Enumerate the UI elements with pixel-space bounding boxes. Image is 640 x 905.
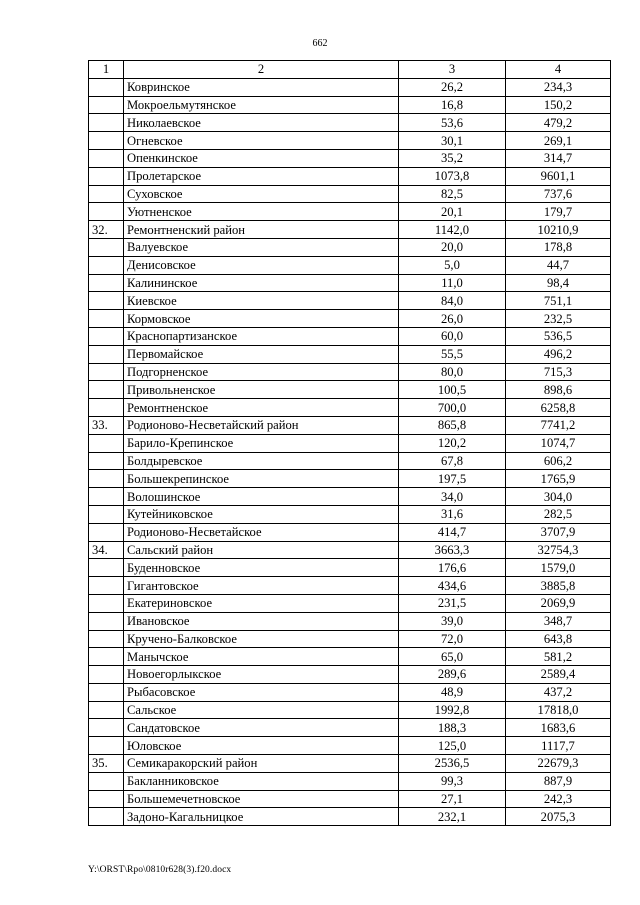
row-number-cell [89, 203, 124, 221]
row-number-cell [89, 345, 124, 363]
name-cell: Подгорненское [124, 363, 399, 381]
value-col4-cell: 179,7 [506, 203, 611, 221]
table-row [89, 238, 611, 256]
row-number-cell [89, 559, 124, 577]
name-cell: Рыбасовское [124, 683, 399, 701]
value-col3-cell: 80,0 [399, 363, 506, 381]
row-number-cell [89, 683, 124, 701]
value-col3-cell: 3663,3 [399, 541, 506, 559]
name-cell: Большекрепинское [124, 470, 399, 488]
value-col4-cell: 1765,9 [506, 470, 611, 488]
value-col3-cell: 100,5 [399, 381, 506, 399]
table-row [89, 256, 611, 274]
table-row [89, 737, 611, 755]
value-col3-cell: 5,0 [399, 256, 506, 274]
value-col3-cell: 197,5 [399, 470, 506, 488]
name-cell: Задоно-Кагальницкое [124, 808, 399, 826]
name-cell: Семикаракорский район [124, 755, 399, 773]
row-number-cell [89, 132, 124, 150]
row-number-cell [89, 452, 124, 470]
value-col4-cell: 150,2 [506, 96, 611, 114]
value-col4-cell: 7741,2 [506, 416, 611, 434]
table-row [89, 701, 611, 719]
table-header-row [89, 61, 611, 79]
value-col4-cell: 242,3 [506, 790, 611, 808]
table-row [89, 185, 611, 203]
name-cell: Манычское [124, 648, 399, 666]
column-header-1: 1 [89, 61, 124, 79]
table-row [89, 612, 611, 630]
value-col3-cell: 39,0 [399, 612, 506, 630]
table-row [89, 683, 611, 701]
value-col3-cell: 67,8 [399, 452, 506, 470]
row-number-cell [89, 310, 124, 328]
row-number-cell [89, 256, 124, 274]
name-cell: Мокроельмутянское [124, 96, 399, 114]
value-col4-cell: 232,5 [506, 310, 611, 328]
name-cell: Бакланниковское [124, 772, 399, 790]
table-row [89, 648, 611, 666]
name-cell: Суховское [124, 185, 399, 203]
value-col4-cell: 437,2 [506, 683, 611, 701]
value-col3-cell: 65,0 [399, 648, 506, 666]
name-cell: Николаевское [124, 114, 399, 132]
row-number-cell [89, 808, 124, 826]
value-col4-cell: 581,2 [506, 648, 611, 666]
table-row [89, 78, 611, 96]
row-number-cell [89, 737, 124, 755]
name-cell: Ремонтненское [124, 399, 399, 417]
table-row [89, 790, 611, 808]
name-cell: Болдыревское [124, 452, 399, 470]
value-col3-cell: 11,0 [399, 274, 506, 292]
data-table [88, 60, 611, 826]
table-row [89, 345, 611, 363]
row-number-cell [89, 292, 124, 310]
name-cell: Кормовское [124, 310, 399, 328]
table-row [89, 470, 611, 488]
column-header-2: 2 [124, 61, 399, 79]
value-col4-cell: 314,7 [506, 149, 611, 167]
value-col3-cell: 34,0 [399, 488, 506, 506]
table-row [89, 96, 611, 114]
value-col4-cell: 496,2 [506, 345, 611, 363]
name-cell: Родионово-Несветайский район [124, 416, 399, 434]
name-cell: Ремонтненский район [124, 221, 399, 239]
value-col4-cell: 348,7 [506, 612, 611, 630]
value-col3-cell: 84,0 [399, 292, 506, 310]
row-number-cell [89, 434, 124, 452]
value-col3-cell: 176,6 [399, 559, 506, 577]
value-col3-cell: 865,8 [399, 416, 506, 434]
row-number-cell [89, 399, 124, 417]
value-col3-cell: 35,2 [399, 149, 506, 167]
value-col4-cell: 3885,8 [506, 577, 611, 595]
name-cell: Кручено-Балковское [124, 630, 399, 648]
table-row [89, 630, 611, 648]
row-number-cell [89, 772, 124, 790]
value-col4-cell: 2589,4 [506, 666, 611, 684]
value-col4-cell: 22679,3 [506, 755, 611, 773]
value-col4-cell: 10210,9 [506, 221, 611, 239]
value-col3-cell: 20,0 [399, 238, 506, 256]
name-cell: Кутейниковское [124, 505, 399, 523]
name-cell: Ковринское [124, 78, 399, 96]
row-number-cell [89, 96, 124, 114]
row-number-cell: 35. [89, 755, 124, 773]
value-col4-cell: 234,3 [506, 78, 611, 96]
table-row [89, 203, 611, 221]
row-number-cell [89, 78, 124, 96]
value-col4-cell: 737,6 [506, 185, 611, 203]
row-number-cell [89, 149, 124, 167]
value-col3-cell: 1073,8 [399, 167, 506, 185]
table-row [89, 523, 611, 541]
value-col4-cell: 887,9 [506, 772, 611, 790]
value-col3-cell: 700,0 [399, 399, 506, 417]
row-number-cell [89, 505, 124, 523]
value-col4-cell: 2069,9 [506, 594, 611, 612]
value-col4-cell: 282,5 [506, 505, 611, 523]
table-row [89, 221, 611, 239]
value-col4-cell: 1074,7 [506, 434, 611, 452]
value-col4-cell: 32754,3 [506, 541, 611, 559]
name-cell: Киевское [124, 292, 399, 310]
value-col3-cell: 125,0 [399, 737, 506, 755]
name-cell: Пролетарское [124, 167, 399, 185]
value-col3-cell: 53,6 [399, 114, 506, 132]
value-col3-cell: 82,5 [399, 185, 506, 203]
file-path-footer: Y:\ORST\Rpo\0810r628(3).f20.docx [88, 865, 232, 875]
row-number-cell [89, 327, 124, 345]
table-row [89, 292, 611, 310]
row-number-cell [89, 114, 124, 132]
name-cell: Денисовское [124, 256, 399, 274]
value-col3-cell: 2536,5 [399, 755, 506, 773]
name-cell: Опенкинское [124, 149, 399, 167]
value-col4-cell: 9601,1 [506, 167, 611, 185]
value-col3-cell: 1142,0 [399, 221, 506, 239]
row-number-cell [89, 594, 124, 612]
value-col4-cell: 269,1 [506, 132, 611, 150]
value-col4-cell: 643,8 [506, 630, 611, 648]
table-row [89, 559, 611, 577]
name-cell: Калининское [124, 274, 399, 292]
name-cell: Валуевское [124, 238, 399, 256]
name-cell: Новоегорлыкское [124, 666, 399, 684]
name-cell: Родионово-Несветайское [124, 523, 399, 541]
row-number-cell: 33. [89, 416, 124, 434]
row-number-cell [89, 185, 124, 203]
row-number-cell: 32. [89, 221, 124, 239]
value-col3-cell: 26,0 [399, 310, 506, 328]
table-row [89, 167, 611, 185]
name-cell: Гигантовское [124, 577, 399, 595]
table-row [89, 755, 611, 773]
name-cell: Уютненское [124, 203, 399, 221]
value-col4-cell: 1117,7 [506, 737, 611, 755]
row-number-cell [89, 612, 124, 630]
value-col4-cell: 2075,3 [506, 808, 611, 826]
value-col4-cell: 536,5 [506, 327, 611, 345]
row-number-cell [89, 630, 124, 648]
value-col3-cell: 188,3 [399, 719, 506, 737]
value-col4-cell: 898,6 [506, 381, 611, 399]
row-number-cell [89, 167, 124, 185]
value-col3-cell: 72,0 [399, 630, 506, 648]
table-row [89, 488, 611, 506]
value-col3-cell: 289,6 [399, 666, 506, 684]
page-number: 662 [312, 38, 328, 49]
table-row [89, 132, 611, 150]
name-cell: Большемечетновское [124, 790, 399, 808]
value-col3-cell: 1992,8 [399, 701, 506, 719]
value-col4-cell: 479,2 [506, 114, 611, 132]
table-row [89, 434, 611, 452]
name-cell: Буденновское [124, 559, 399, 577]
row-number-cell [89, 666, 124, 684]
value-col3-cell: 434,6 [399, 577, 506, 595]
name-cell: Сальское [124, 701, 399, 719]
column-header-3: 3 [399, 61, 506, 79]
value-col3-cell: 27,1 [399, 790, 506, 808]
value-col3-cell: 60,0 [399, 327, 506, 345]
row-number-cell [89, 381, 124, 399]
value-col4-cell: 44,7 [506, 256, 611, 274]
value-col3-cell: 48,9 [399, 683, 506, 701]
column-header-4: 4 [506, 61, 611, 79]
name-cell: Екатериновское [124, 594, 399, 612]
table-row [89, 363, 611, 381]
value-col4-cell: 751,1 [506, 292, 611, 310]
table-row [89, 399, 611, 417]
table-row [89, 416, 611, 434]
row-number-cell [89, 577, 124, 595]
table-row [89, 452, 611, 470]
value-col3-cell: 26,2 [399, 78, 506, 96]
table-row [89, 274, 611, 292]
value-col4-cell: 304,0 [506, 488, 611, 506]
value-col3-cell: 20,1 [399, 203, 506, 221]
value-col4-cell: 1579,0 [506, 559, 611, 577]
name-cell: Барило-Крепинское [124, 434, 399, 452]
value-col4-cell: 17818,0 [506, 701, 611, 719]
name-cell: Сандатовское [124, 719, 399, 737]
value-col4-cell: 178,8 [506, 238, 611, 256]
value-col4-cell: 715,3 [506, 363, 611, 381]
row-number-cell [89, 238, 124, 256]
row-number-cell: 34. [89, 541, 124, 559]
value-col3-cell: 16,8 [399, 96, 506, 114]
value-col4-cell: 606,2 [506, 452, 611, 470]
row-number-cell [89, 274, 124, 292]
table-row [89, 149, 611, 167]
table-row [89, 772, 611, 790]
value-col4-cell: 98,4 [506, 274, 611, 292]
table-row [89, 594, 611, 612]
table-row [89, 114, 611, 132]
table-row [89, 327, 611, 345]
name-cell: Ивановское [124, 612, 399, 630]
value-col4-cell: 6258,8 [506, 399, 611, 417]
row-number-cell [89, 523, 124, 541]
name-cell: Волошинское [124, 488, 399, 506]
table-row [89, 381, 611, 399]
table-row [89, 541, 611, 559]
table-row [89, 505, 611, 523]
value-col3-cell: 120,2 [399, 434, 506, 452]
table-row [89, 808, 611, 826]
value-col4-cell: 1683,6 [506, 719, 611, 737]
name-cell: Юловское [124, 737, 399, 755]
row-number-cell [89, 790, 124, 808]
row-number-cell [89, 470, 124, 488]
table-row [89, 310, 611, 328]
value-col3-cell: 99,3 [399, 772, 506, 790]
value-col4-cell: 3707,9 [506, 523, 611, 541]
value-col3-cell: 414,7 [399, 523, 506, 541]
name-cell: Первомайское [124, 345, 399, 363]
name-cell: Огневское [124, 132, 399, 150]
row-number-cell [89, 648, 124, 666]
value-col3-cell: 55,5 [399, 345, 506, 363]
name-cell: Краснопартизанское [124, 327, 399, 345]
table-row [89, 719, 611, 737]
value-col3-cell: 31,6 [399, 505, 506, 523]
value-col3-cell: 231,5 [399, 594, 506, 612]
name-cell: Привольненское [124, 381, 399, 399]
row-number-cell [89, 363, 124, 381]
name-cell: Сальский район [124, 541, 399, 559]
table-row [89, 666, 611, 684]
row-number-cell [89, 488, 124, 506]
table-row [89, 577, 611, 595]
row-number-cell [89, 719, 124, 737]
row-number-cell [89, 701, 124, 719]
value-col3-cell: 30,1 [399, 132, 506, 150]
value-col3-cell: 232,1 [399, 808, 506, 826]
